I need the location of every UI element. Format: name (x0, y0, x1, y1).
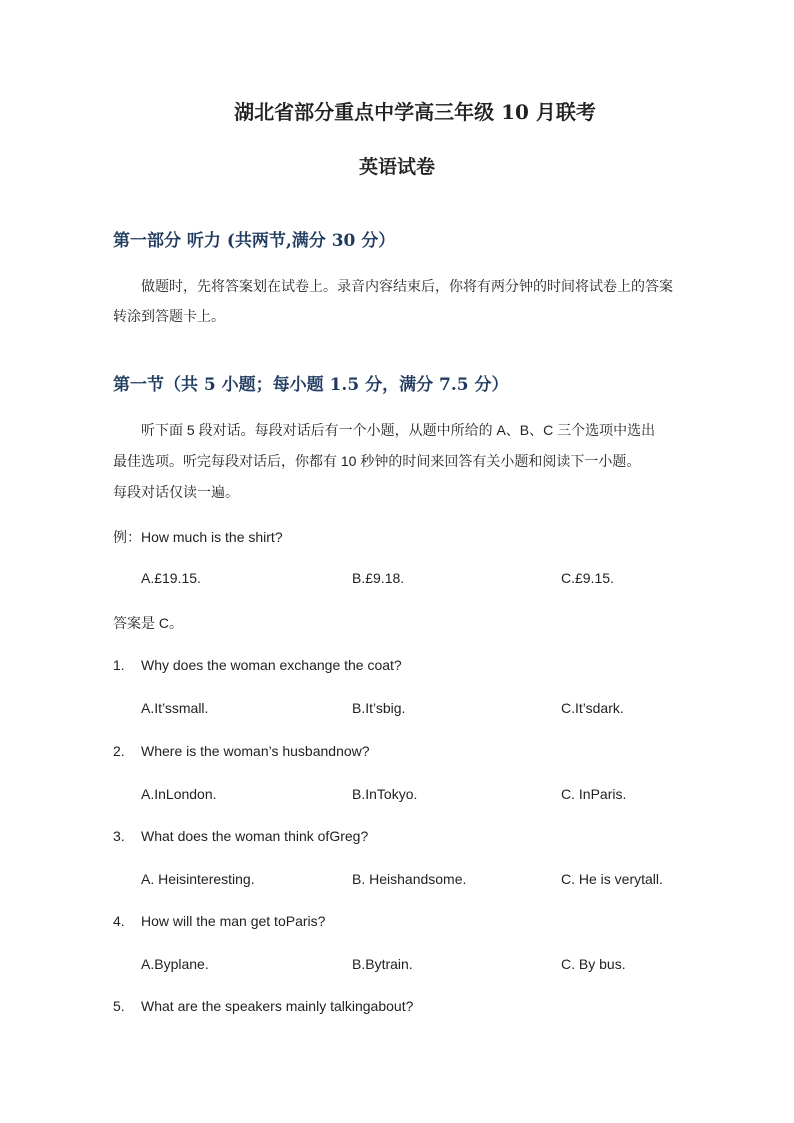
question-1-option-c: C.It’sdark. (561, 700, 624, 716)
question-1-number: 1. (113, 657, 125, 673)
section1-instruction-line1: 听下面 5 段对话。每段对话后有一个小题，从题中所给的 A、B、C 三个选项中选出 (141, 422, 656, 438)
example-option-b: B.£9.18. (352, 570, 405, 586)
exam-subtitle: 英语试卷 (358, 156, 435, 178)
question-3-option-c: C. He is verytall. (561, 871, 663, 887)
question-4-option-c: C. By bus. (561, 956, 626, 972)
part1-heading: 第一部分 听力 (共两节,满分 30 分） (113, 231, 396, 251)
example-question: 例：How much is the shirt? (113, 529, 283, 545)
question-4-text: How will the man get toParis? (141, 913, 326, 929)
question-4-number: 4. (113, 913, 125, 929)
question-4-option-b: B.Bytrain. (352, 956, 413, 972)
question-3-number: 3. (113, 828, 125, 844)
question-2-text: Where is the woman’s husbandnow? (141, 743, 370, 759)
question-2-option-a: A.InLondon. (141, 786, 217, 802)
question-3-option-b: B. Heishandsome. (352, 871, 467, 887)
example-answer: 答案是 C。 (113, 615, 183, 631)
example-option-a: A.£19.15. (141, 570, 201, 586)
question-1-option-b: B.It’sbig. (352, 700, 406, 716)
question-2-option-c: C. InParis. (561, 786, 627, 802)
question-5-number: 5. (113, 998, 125, 1014)
question-5-text: What are the speakers mainly talkingabout? (141, 998, 414, 1014)
question-1-text: Why does the woman exchange the coat? (141, 657, 402, 673)
question-2-number: 2. (113, 743, 125, 759)
part1-instruction-line1: 做题时，先将答案划在试卷上。录音内容结束后，你将有两分钟的时间将试卷上的答案 (141, 278, 673, 294)
part1-instruction-line2: 转涂到答题卡上。 (113, 308, 225, 324)
question-3-option-a: A. Heisinteresting. (141, 871, 255, 887)
question-2-option-b: B.InTokyo. (352, 786, 418, 802)
question-1-option-a: A.It’ssmall. (141, 700, 209, 716)
section1-instruction-line3: 每段对话仅读一遍。 (113, 484, 239, 500)
section1-heading: 第一节（共 5 小题；每小题 1.5 分，满分 7.5 分） (113, 375, 509, 395)
question-4-option-a: A.Byplane. (141, 956, 209, 972)
question-3-text: What does the woman think ofGreg? (141, 828, 369, 844)
exam-title: 湖北省部分重点中学高三年级 10 月联考 (234, 100, 596, 124)
example-option-c: C.£9.15. (561, 570, 614, 586)
section1-instruction-line2: 最佳选项。听完每段对话后，你都有 10 秒钟的时间来回答有关小题和阅读下一小题。 (113, 453, 641, 469)
